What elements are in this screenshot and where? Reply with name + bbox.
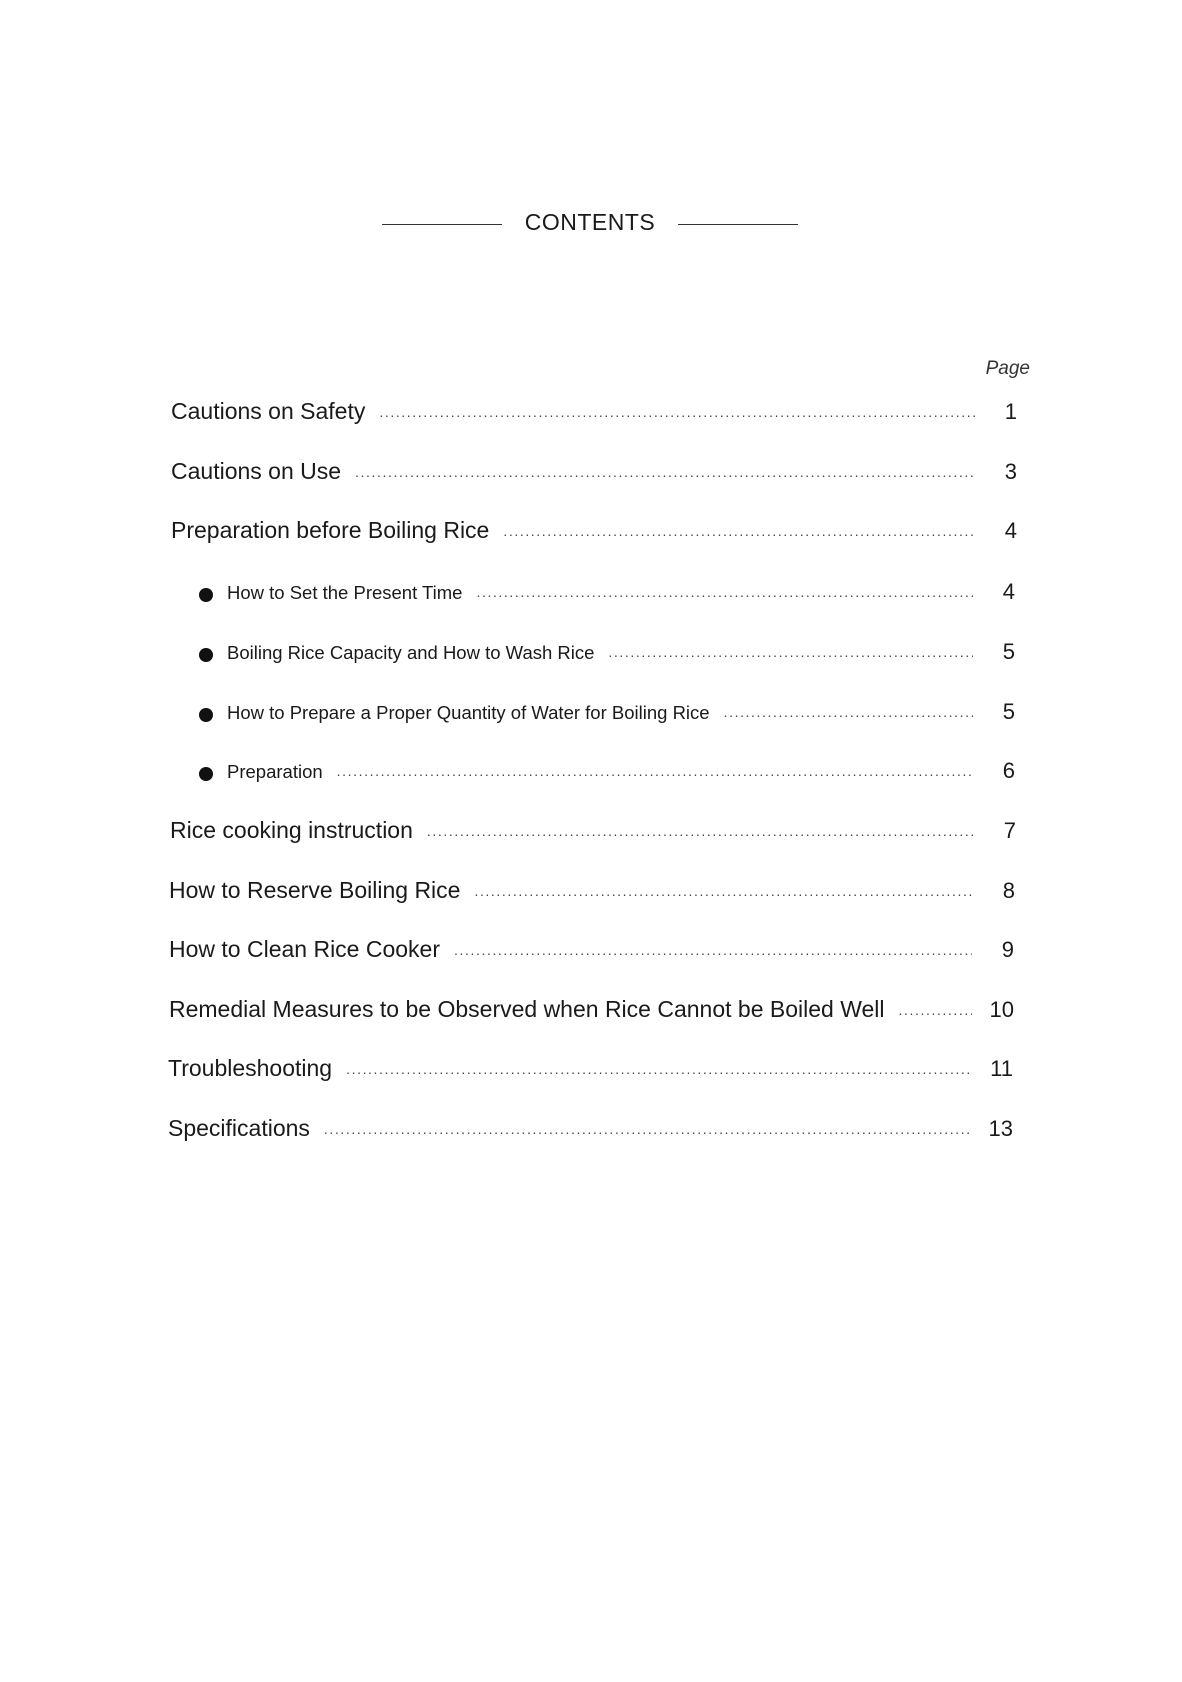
toc-entry-title: Cautions on Use bbox=[171, 458, 342, 484]
toc-entry-title: Rice cooking instruction bbox=[170, 817, 413, 843]
dot-leader bbox=[474, 883, 973, 899]
toc-entry-page: 9 bbox=[1001, 937, 1014, 962]
dot-leader bbox=[608, 644, 973, 660]
toc-entry-title: Remedial Measures to be Observed when Rice Cannot be Boiled Well bbox=[169, 996, 885, 1022]
dot-leader bbox=[337, 763, 973, 779]
toc-subentry[interactable] bbox=[199, 579, 1015, 611]
dot-leader bbox=[503, 523, 975, 539]
toc-entry-title: Preparation bbox=[227, 761, 323, 782]
toc-entry-title: Specifications bbox=[168, 1115, 310, 1141]
toc-entry-title: How to Set the Present Time bbox=[227, 582, 463, 603]
bullet-icon bbox=[199, 767, 213, 781]
bullet-icon bbox=[199, 708, 213, 722]
toc-entry[interactable] bbox=[168, 1055, 1013, 1087]
toc-subentry[interactable] bbox=[199, 699, 1015, 731]
heading-rule-left bbox=[382, 224, 502, 225]
toc-entry[interactable] bbox=[169, 877, 1015, 909]
toc-subentry[interactable] bbox=[199, 758, 1015, 790]
dot-leader bbox=[724, 704, 973, 720]
bullet-icon bbox=[199, 588, 213, 602]
toc-entry-title: Cautions on Safety bbox=[171, 398, 366, 424]
toc-entry-page: 3 bbox=[1004, 459, 1017, 484]
toc-entry[interactable] bbox=[168, 1115, 1013, 1147]
toc-entry[interactable] bbox=[171, 517, 1017, 549]
toc-entry-title: Preparation before Boiling Rice bbox=[171, 517, 490, 543]
toc-entry-page: 5 bbox=[1002, 699, 1015, 724]
toc-entry-page: 4 bbox=[1004, 518, 1017, 543]
toc-entry-title: How to Reserve Boiling Rice bbox=[169, 877, 461, 903]
toc-entry-page: 10 bbox=[989, 997, 1014, 1022]
toc-entry-page: 8 bbox=[1002, 878, 1015, 903]
toc-entry[interactable] bbox=[170, 817, 1016, 849]
toc-entry-page: 7 bbox=[1003, 818, 1016, 843]
dot-leader bbox=[324, 1121, 971, 1137]
toc-entry-page: 5 bbox=[1002, 639, 1015, 664]
toc-entry-page: 1 bbox=[1004, 399, 1017, 424]
dot-leader bbox=[476, 584, 973, 600]
dot-leader bbox=[355, 464, 975, 480]
dot-leader bbox=[899, 1002, 972, 1018]
toc-entry-page: 11 bbox=[990, 1056, 1013, 1081]
toc-entry-title: Troubleshooting bbox=[168, 1055, 333, 1081]
toc-entry[interactable] bbox=[171, 398, 1017, 430]
toc-entry[interactable] bbox=[169, 936, 1014, 968]
bullet-icon bbox=[199, 648, 213, 662]
toc-entry-page: 6 bbox=[1002, 758, 1015, 783]
heading-rule-right bbox=[678, 224, 798, 225]
dot-leader bbox=[454, 942, 972, 958]
toc-entry-title: How to Clean Rice Cooker bbox=[169, 936, 441, 962]
dot-leader bbox=[427, 823, 974, 839]
page-column-label: Page bbox=[985, 358, 1030, 379]
dot-leader bbox=[379, 404, 975, 420]
toc-entry-page: 13 bbox=[988, 1116, 1013, 1141]
toc-entry-page: 4 bbox=[1002, 579, 1015, 604]
toc-entry[interactable] bbox=[171, 458, 1017, 490]
toc-entry-title: How to Prepare a Proper Quantity of Water for Boiling Rice bbox=[227, 702, 710, 723]
toc-entry[interactable] bbox=[169, 996, 1014, 1028]
contents-title: CONTENTS bbox=[524, 209, 656, 235]
toc-entry-title: Boiling Rice Capacity and How to Wash Rice bbox=[227, 642, 595, 663]
toc-subentry[interactable] bbox=[199, 639, 1015, 671]
contents-heading bbox=[0, 206, 1182, 240]
dot-leader bbox=[346, 1061, 971, 1077]
